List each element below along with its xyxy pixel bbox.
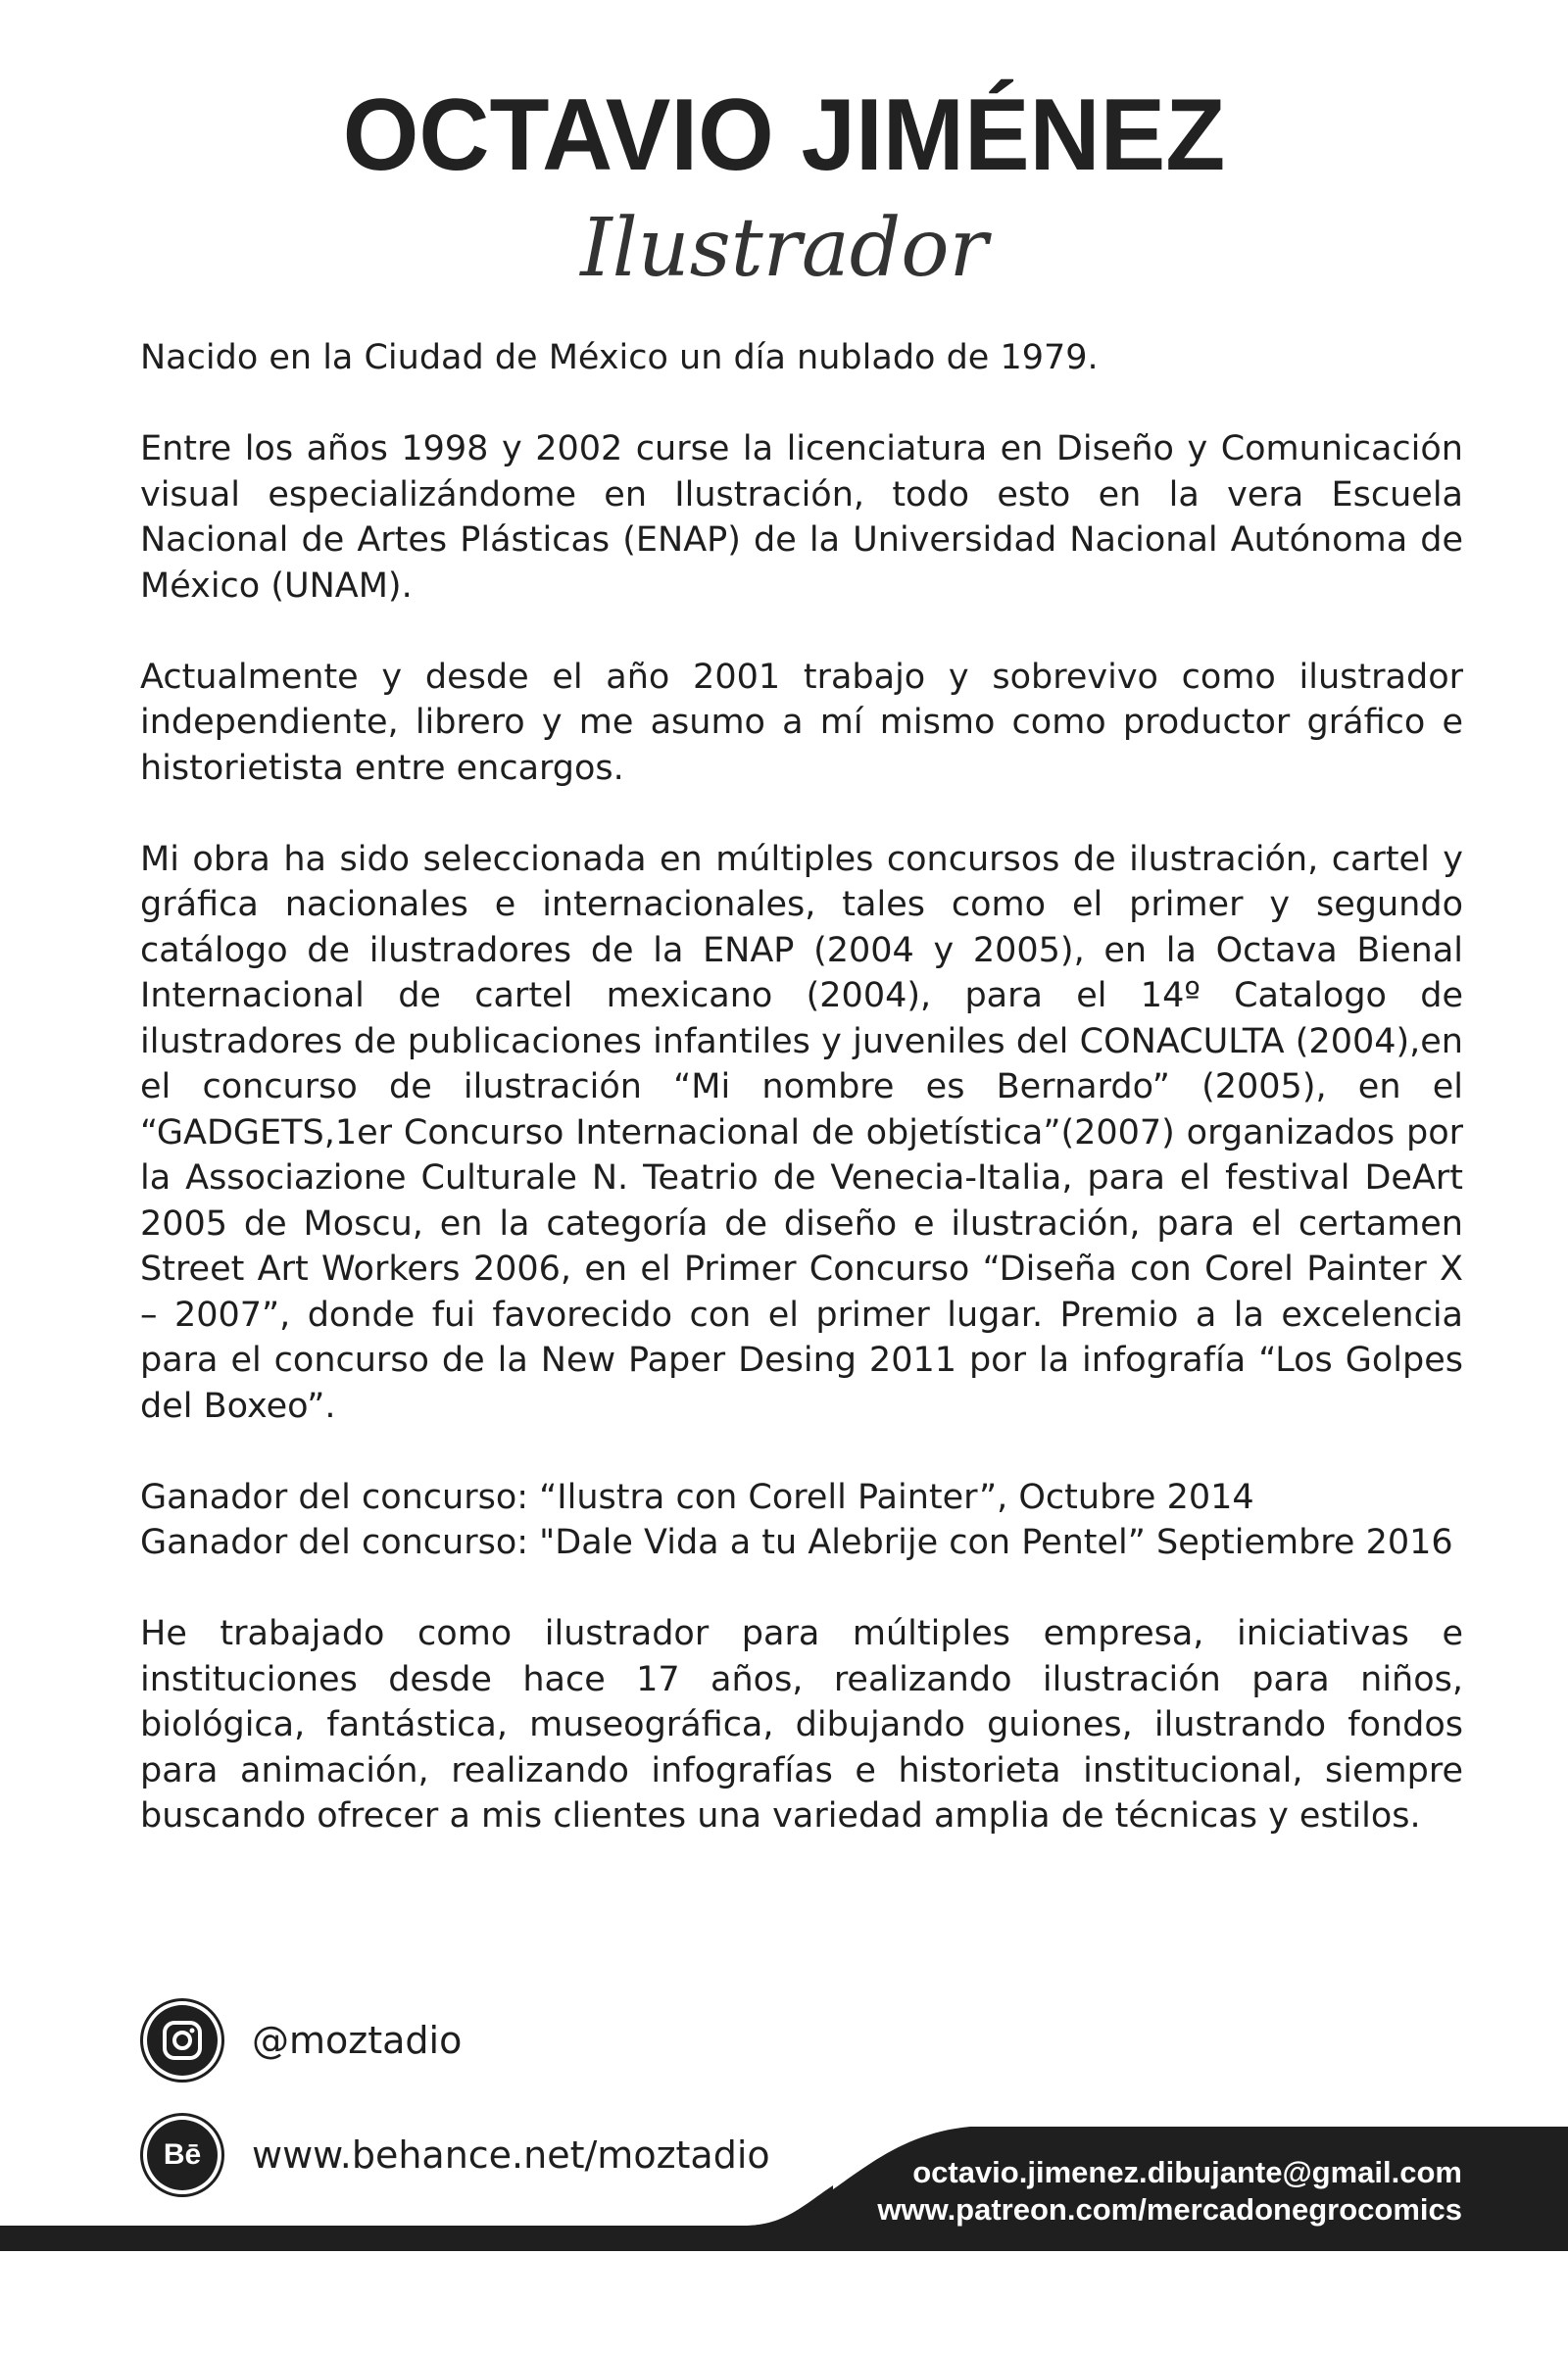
bio-paragraph-current-work: Actualmente y desde el año 2001 trabajo y sobrevivo como ilustrador independiente, librero y me asumo a mí mismo como productor gráfico e historietista entre encargos. (140, 657, 1463, 788)
behance-url[interactable]: www.behance.net/moztadio (252, 2133, 770, 2177)
bio-awards (140, 1475, 1463, 1566)
contact-block (877, 2154, 1462, 2229)
bio-paragraph-education: Entre los años 1998 y 2002 curse la licenciatura en Diseño y Comunicación visual especializándome en Ilustración, todo esto en la vera Escuela Nacional de Artes Plásticas (ENAP) de la Universidad Nacional Autónoma de México (UNAM). (140, 429, 1463, 606)
behance-icon[interactable]: Bē (140, 2113, 224, 2197)
instagram-row (140, 1995, 462, 2085)
bio-paragraph-selections: Mi obra ha sido seleccionada en múltiples concursos de ilustración, cartel y gráfica nacionales e internacionales, tales como el primer y segundo catálogo de ilustradores de la ENAP (2004 y 2005), en la Octava Bienal Internacional de cartel mexicano (2004), para el 14º Catalogo de ilustradores de publicaciones infantiles y juveniles del CONACULTA (2004),en el concurso de ilustración “Mi nombre es Bernardo” (2005), en el “GADGETS,1er Concurso Internacional de objetística”(2007) organizados por la Associazione Culturale N. Teatrio de Venecia-Italia, para el festival DeArt 2005 de Moscu, en la categoría de diseño e ilustración, para el certamen Street Art Workers 2006, en el Primer Concurso “Diseña con Corel Painter X – 2007”, donde fui favorecido con el primer lugar. Premio a la excelencia para el concurso de la New Paper Desing 2011 por la infografía “Los Golpes del Boxeo”. (140, 839, 1463, 1426)
contact-patreon[interactable]: www.patreon.com/mercadonegrocomics (877, 2192, 1462, 2227)
author-name: OCTAVIO JIMÉNEZ (342, 78, 1226, 192)
instagram-icon[interactable] (140, 1998, 224, 2083)
bio-paragraph-experience: He trabajado como ilustrador para múltiples empresa, iniciativas e instituciones desde hace 17 años, realizando ilustración para niños, biológica, fantástica, museográfica, dibujando guiones, ilustrando fondos para animación, realizando infografías e historieta institucional, siempre buscando ofrecer a mis clientes una variedad amplia de técnicas y estilos. (140, 1614, 1463, 1836)
contact-email[interactable]: octavio.jimenez.dibujante@gmail.com (912, 2155, 1462, 2189)
bio-paragraph-birth: Nacido en la Ciudad de México un día nublado de 1979. (140, 338, 1099, 377)
award-line: Ganador del concurso: “Ilustra con Corell Painter”, Octubre 2014 (140, 1477, 1254, 1517)
author-role: Ilustrador (580, 202, 988, 295)
award-line: Ganador del concurso: "Dale Vida a tu Alebrije con Pentel” Septiembre 2016 (140, 1523, 1453, 1562)
instagram-handle[interactable]: @moztadio (252, 2019, 463, 2062)
bio-section (140, 335, 1463, 1885)
